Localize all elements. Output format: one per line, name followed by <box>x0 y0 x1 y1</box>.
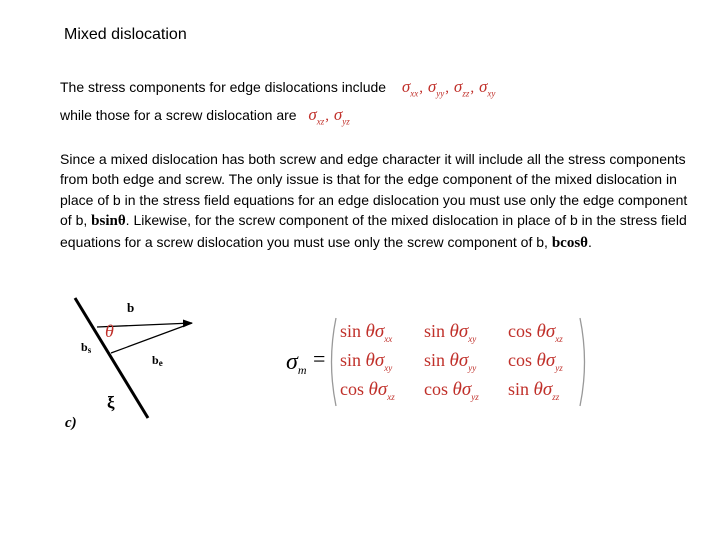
b-label: b <box>127 300 135 315</box>
matrix-cells <box>340 321 563 402</box>
sigma-xx-symbol: $\sigma_{xx}$ <box>401 77 419 99</box>
mixed-dislocation-paragraph <box>60 149 700 253</box>
paragraph-text-1: Since a mixed dislocation has both screw and edge character it will include all the stress components from both edge and screw. The only issue is that for the edge component of the mixed dislocation in place of b in the stress field equations for an edge dislocation you must use only the edge component of b, <box>60 151 688 229</box>
edge-stress-text: The stress components for edge dislocations include <box>60 79 387 95</box>
sigma-yz-symbol: $\sigma_{yz}$ <box>333 105 350 127</box>
edge-component-line <box>111 323 192 353</box>
edge-component-expr: bsinθ <box>91 213 126 230</box>
matrix-cell-sin-xy: $\sin \theta\sigma_{xy}$ <box>424 321 477 344</box>
screw-component-expr: bcosθ <box>551 234 588 251</box>
be-label: be <box>152 353 163 368</box>
matrix-cell-cos-yz: $\cos \theta\sigma_{yz}$ <box>424 379 479 402</box>
bs-label: bs <box>81 340 92 355</box>
burgers-vector-diagram <box>55 290 205 440</box>
matrix-cell-cos-xz: $\cos \theta\sigma_{xz}$ <box>340 379 395 402</box>
sigma-m-lhs: $\sigma_m$ <box>286 349 307 377</box>
screw-stress-line: while those for a screw dislocation are $\sigma_{xz}$, $\sigma_{yz}$ <box>60 105 350 127</box>
slide-title: Mixed dislocation <box>64 26 187 43</box>
sigma-xz-symbol: $\sigma_{xz}$ <box>308 105 325 127</box>
mixed-stress-matrix <box>280 314 590 410</box>
sigma-zz-symbol: $\sigma_{zz}$ <box>453 77 470 99</box>
sigma-xy-symbol: $\sigma_{xy}$ <box>478 77 496 99</box>
sigma-yy-symbol: $\sigma_{yy}$ <box>427 77 445 99</box>
theta-label: θ <box>105 321 114 341</box>
xi-label: ξ <box>107 393 115 412</box>
matrix-cell-cos-xz: $\cos \theta\sigma_{xz}$ <box>508 321 563 344</box>
screw-stress-text: while those for a screw dislocation are <box>60 107 297 123</box>
matrix-cell-sin-zz: $\sin \theta\sigma_{zz}$ <box>508 379 560 402</box>
matrix-cell-cos-yz: $\cos \theta\sigma_{yz}$ <box>508 350 563 373</box>
matrix-left-bracket <box>332 318 337 406</box>
part-c-label: c) <box>65 415 77 431</box>
matrix-cell-sin-xy: $\sin \theta\sigma_{xy}$ <box>340 350 393 373</box>
matrix-cell-sin-yy: $\sin \theta\sigma_{yy}$ <box>424 350 477 373</box>
matrix-cell-sin-xx: $\sin \theta\sigma_{xx}$ <box>340 321 393 344</box>
edge-stress-line: The stress components for edge dislocations include $\sigma_{xx}$, $\sigma_{yy}$, $\sigma_{zz}$, $\sigma_{xy}$ <box>60 77 496 99</box>
matrix-right-bracket <box>580 318 585 406</box>
paragraph-text-3: . <box>587 233 592 250</box>
equals-sign: = <box>313 346 326 371</box>
paragraph-text-2: . Likewise, for the screw component of the mixed dislocation in place of b in the stress field equations for a screw dislocation you must use only the screw component of b, <box>60 212 687 250</box>
